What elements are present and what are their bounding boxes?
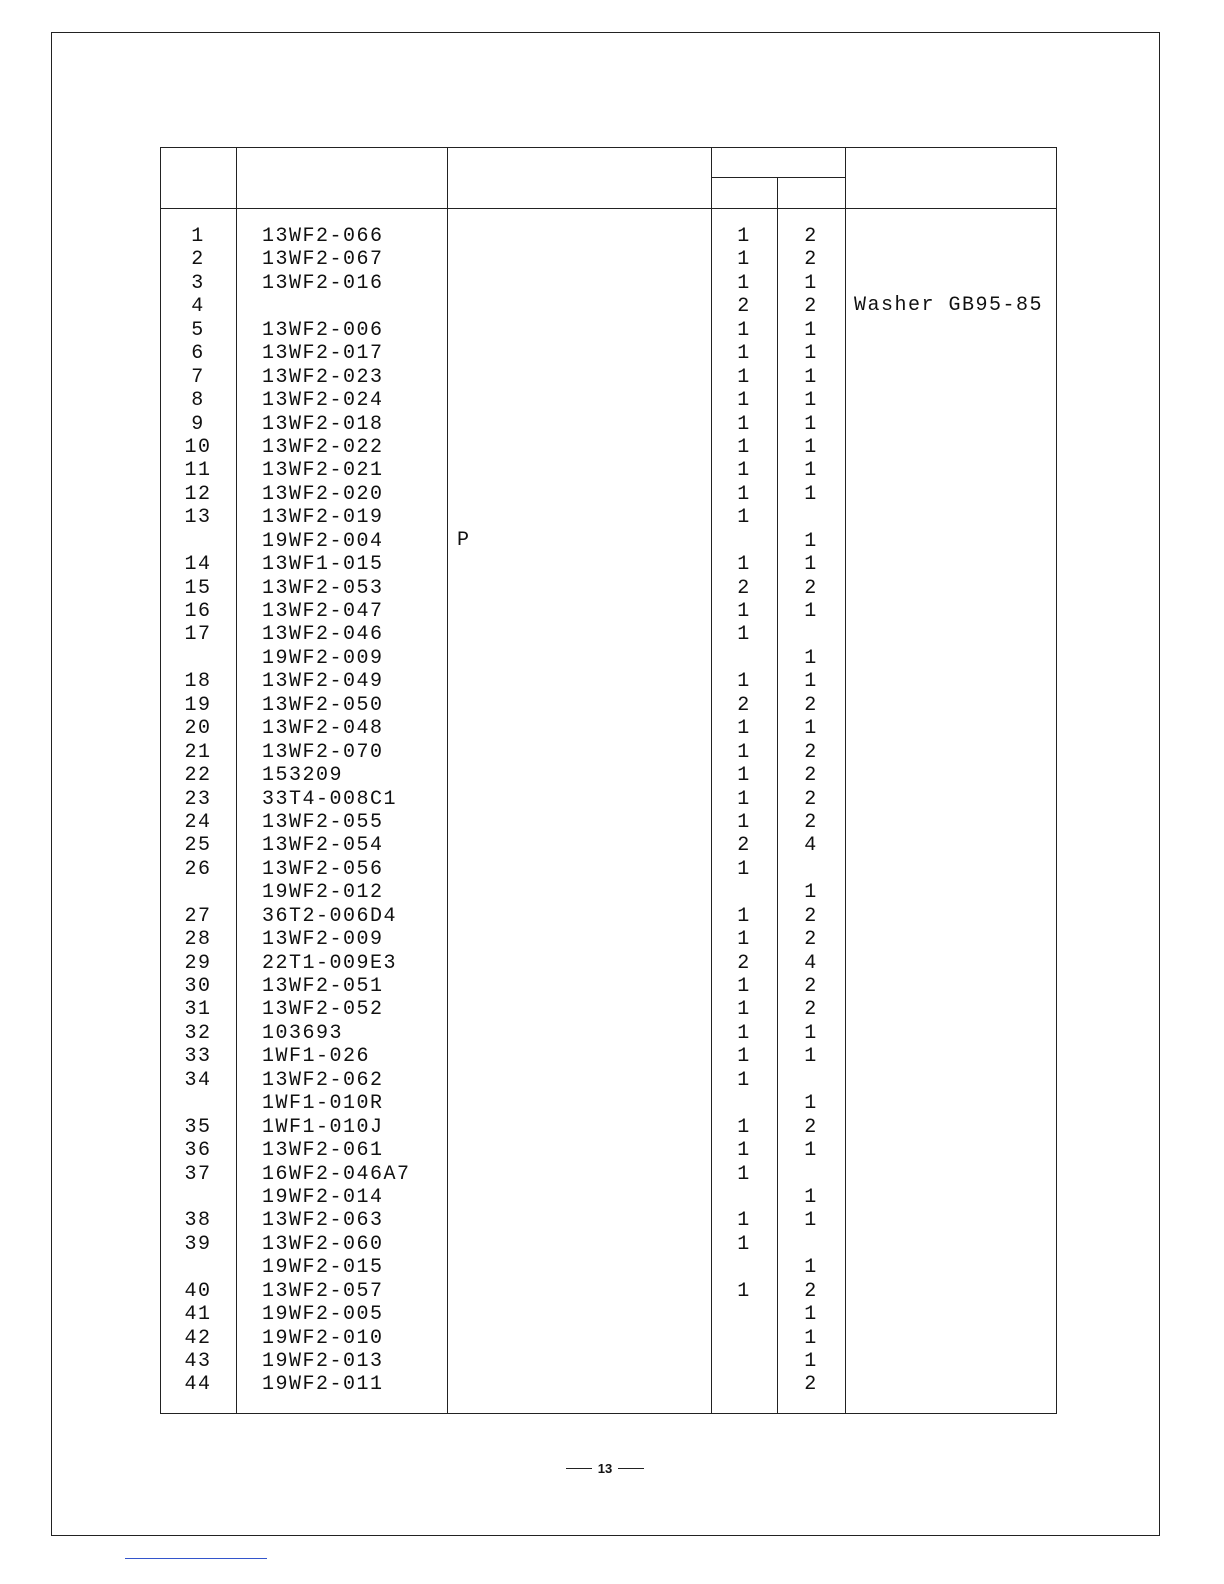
table-cell-part: 13WF2-024 [262,389,384,413]
table-cell-q1: 1 [737,506,751,530]
table-cell-no: 19 [184,693,212,717]
table-cell-part: 13WF2-049 [262,670,384,694]
table-cell-q2: 1 [804,600,818,623]
table-cell-no [168,1186,228,1209]
table-cell-part: 13WF2-017 [262,342,384,366]
table-cell-q2: 2 [804,810,818,834]
table-cell-q1: 1 [737,740,751,764]
table-cell-q1: 2 [737,576,751,600]
table-cell-no: 28 [184,928,212,952]
table-cell-part: 13WF2-061 [262,1139,384,1163]
table-cell-q1: 1 [737,764,751,788]
table-cell-q1: 1 [737,928,751,952]
table-cell-part: 1WF1-026 [262,1045,371,1069]
column-quantity-2 [779,225,843,1397]
table-cell-part: 19WF2-012 [262,881,384,905]
table-cell-q2: 2 [804,295,818,319]
footer-dash-left [566,1468,592,1469]
table-cell-no: 30 [184,975,212,998]
table-cell-q2 [779,1163,843,1186]
table-cell-part: 13WF2-006 [262,318,384,342]
column-quantity-1 [712,225,776,1397]
table-cell-q1: 1 [737,1021,751,1045]
table-cell-q1: 1 [737,248,751,272]
table-cell-q2: 1 [804,529,818,553]
table-cell-no: 43 [184,1350,212,1373]
table-cell-part: 19WF2-005 [262,1303,384,1327]
table-cell-q2: 2 [804,693,818,717]
table-cell-q2: 1 [804,1045,818,1069]
table-cell-q2: 1 [804,670,818,694]
table-cell-no: 12 [184,482,212,506]
table-cell-no: 33 [184,1045,212,1069]
table-cell-part: 13WF2-060 [262,1232,384,1256]
table-cell-q2: 1 [804,881,818,905]
table-cell-no [168,1092,228,1115]
table-cell-part: 19WF2-013 [262,1350,384,1373]
column-part-numbers [262,225,442,1397]
table-cell-q1: 1 [737,342,751,366]
table-cell-no: 24 [184,810,212,834]
page-number: 13 [597,1461,613,1476]
table-cell-part: 1WF1-010J [262,1115,384,1139]
table-cell-q1: 1 [737,623,751,647]
column-divider [447,147,448,1414]
table-cell-part: 13WF2-009 [262,928,384,952]
table-cell-q2: 2 [804,928,818,952]
table-cell-q1: 1 [737,1209,751,1233]
table-cell-q2: 1 [804,553,818,577]
table-cell-no: 25 [184,834,212,858]
table-cell-part: 19WF2-004 [262,529,384,553]
table-cell-no: 41 [184,1303,212,1327]
table-cell-part: 13WF2-047 [262,600,384,623]
table-cell-part: 19WF2-009 [262,646,384,670]
table-cell-q2 [779,1233,843,1256]
table-cell-q2: 2 [804,740,818,764]
table-cell-no: 42 [184,1326,212,1350]
table-cell-no: 35 [184,1115,212,1139]
table-cell-q1 [712,1303,776,1326]
table-cell-no: 7 [191,365,205,389]
table-cell-no: 21 [184,740,212,764]
table-cell-no: 37 [184,1162,212,1186]
table-cell-q2: 1 [804,435,818,459]
table-cell-q1: 2 [737,951,751,975]
table-cell-q1 [712,1186,776,1209]
table-cell-q1: 1 [737,717,751,741]
table-cell-no [168,1256,228,1279]
table-cell-q1: 1 [737,482,751,506]
table-cell-no: 14 [184,553,212,577]
table-cell-q2 [779,858,843,881]
table-cell-q1 [712,647,776,670]
table-cell-q2: 2 [804,576,818,600]
table-cell-no: 13 [184,506,212,530]
table-cell-q1: 1 [737,1068,751,1092]
table-cell-part: 13WF2-056 [262,857,384,881]
table-cell-q1: 1 [737,553,751,577]
table-cell-part: 13WF2-021 [262,459,384,483]
table-cell-part: 13WF2-046 [262,623,384,647]
table-cell-q2: 1 [804,1303,818,1327]
footnote-rule [125,1558,267,1559]
table-cell-no: 20 [184,717,212,741]
table-cell-no: 16 [184,600,212,623]
table-cell-no: 39 [184,1232,212,1256]
table-cell-part: 13WF2-051 [262,975,384,998]
table-cell-q2: 2 [804,1373,818,1397]
table-cell-q1: 2 [737,693,751,717]
table-cell-q2: 4 [804,834,818,858]
table-cell-q1: 1 [737,1139,751,1163]
table-cell-no: 31 [184,998,212,1022]
remark-washer: Washer GB95-85 [854,294,1044,317]
table-cell-no: 29 [184,951,212,975]
table-cell-part: 13WF2-054 [262,834,384,858]
quantity-header-divider [711,177,846,178]
table-cell-part: 13WF2-066 [262,225,384,248]
table-cell-q2: 1 [804,1209,818,1233]
table-cell-part: 19WF2-011 [262,1373,384,1397]
column-divider [236,147,237,1414]
table-cell-no: 36 [184,1139,212,1163]
table-cell-q2 [779,623,843,646]
table-cell-part: 103693 [262,1021,344,1045]
table-cell-q2: 1 [804,459,818,483]
table-cell-part: 13WF2-050 [262,693,384,717]
table-cell-part: 13WF2-022 [262,435,384,459]
table-cell-part: 13WF2-048 [262,717,384,741]
table-cell-part: 22T1-009E3 [262,951,398,975]
table-cell-q1: 1 [737,600,751,623]
table-cell-part: 13WF2-053 [262,576,384,600]
table-cell-no [168,530,228,553]
table-cell-part: 13WF2-018 [262,412,384,436]
table-cell-no: 9 [191,412,205,436]
table-cell-part: 13WF2-023 [262,365,384,389]
table-cell-q1: 1 [737,389,751,413]
table-cell-part: 13WF2-062 [262,1068,384,1092]
table-cell-part: 13WF2-052 [262,998,384,1022]
table-cell-q1: 1 [737,1162,751,1186]
table-cell-part: 13WF2-067 [262,248,384,272]
table-cell-no: 10 [184,435,212,459]
footer-dash-right [618,1468,644,1469]
table-cell-part [262,295,442,318]
table-cell-q2: 1 [804,271,818,295]
table-cell-no: 3 [191,271,205,295]
table-cell-q2: 1 [804,646,818,670]
table-cell-part: 13WF1-015 [262,553,384,577]
table-cell-q2 [779,506,843,529]
table-cell-no: 4 [191,295,205,319]
table-cell-q2: 1 [804,482,818,506]
table-cell-no [168,647,228,670]
table-cell-q2: 2 [804,904,818,928]
table-cell-no: 34 [184,1068,212,1092]
table-cell-q2: 2 [804,787,818,811]
table-cell-q1: 1 [737,225,751,248]
table-cell-q1 [712,1327,776,1350]
table-cell-q1: 1 [737,975,751,998]
table-cell-q1: 1 [737,1115,751,1139]
table-cell-part: 19WF2-014 [262,1185,384,1209]
table-cell-no: 17 [184,623,212,647]
table-cell-q1: 1 [737,1279,751,1303]
table-cell-q1: 1 [737,271,751,295]
table-cell-q1: 1 [737,857,751,881]
table-cell-q1: 1 [737,1232,751,1256]
table-cell-q1 [712,1350,776,1373]
table-cell-q2: 1 [804,1021,818,1045]
table-cell-q1: 2 [737,295,751,319]
table-cell-q2: 1 [804,1350,818,1373]
table-cell-q2: 1 [804,318,818,342]
table-cell-q2: 1 [804,1092,818,1116]
table-cell-q2 [779,1069,843,1092]
table-cell-q1: 1 [737,670,751,694]
table-cell-q2: 2 [804,248,818,272]
table-cell-part: 13WF2-055 [262,810,384,834]
table-cell-part: 13WF2-057 [262,1279,384,1303]
table-cell-no: 32 [184,1021,212,1045]
table-cell-q2: 2 [804,1279,818,1303]
table-cell-q2: 1 [804,1185,818,1209]
table-cell-q2: 1 [804,717,818,741]
table-cell-q1: 1 [737,459,751,483]
table-cell-no: 38 [184,1209,212,1233]
table-cell-part: 16WF2-046A7 [262,1162,411,1186]
page-number-footer [565,1461,645,1476]
header-bottom-rule [160,208,1057,209]
table-cell-no: 8 [191,389,205,413]
table-cell-q1: 1 [737,787,751,811]
table-cell-no: 26 [184,857,212,881]
table-cell-q2: 1 [804,389,818,413]
table-cell-q2: 1 [804,1256,818,1280]
table-cell-q2: 1 [804,1139,818,1163]
table-cell-no: 23 [184,787,212,811]
table-cell-q1: 1 [737,412,751,436]
table-cell-no: 27 [184,904,212,928]
column-item-numbers [168,225,228,1397]
table-cell-q2: 2 [804,998,818,1022]
table-cell-no: 40 [184,1279,212,1303]
table-cell-no: 18 [184,670,212,694]
table-cell-q1 [712,1092,776,1115]
table-cell-no: 15 [184,576,212,600]
table-cell-q2: 2 [804,225,818,248]
table-cell-no [168,881,228,904]
table-cell-q1 [712,1373,776,1396]
table-cell-q1: 1 [737,435,751,459]
table-cell-part: 33T4-008C1 [262,787,398,811]
quantity-subcolumn-divider [777,177,778,1414]
table-cell-part: 153209 [262,764,344,788]
table-cell-q2: 1 [804,412,818,436]
table-cell-no: 44 [184,1373,212,1397]
table-cell-part: 19WF2-015 [262,1256,384,1280]
table-cell-no: 11 [184,459,212,483]
table-cell-part: 13WF2-020 [262,482,384,506]
table-cell-q1: 1 [737,318,751,342]
table-cell-q1: 1 [737,904,751,928]
table-cell-part: 36T2-006D4 [262,904,398,928]
column-divider [845,147,846,1414]
table-cell-no: 1 [191,225,205,248]
table-cell-q2: 2 [804,1115,818,1139]
table-cell-part: 1WF1-010R [262,1092,384,1116]
table-cell-q1: 1 [737,810,751,834]
table-cell-no: 6 [191,342,205,366]
table-cell-no: 22 [184,764,212,788]
table-cell-q2: 2 [804,764,818,788]
table-cell-q2: 1 [804,342,818,366]
table-cell-q1 [712,530,776,553]
table-cell-q2: 4 [804,951,818,975]
table-cell-q1 [712,1256,776,1279]
table-cell-q2: 2 [804,975,818,998]
table-cell-part: 13WF2-016 [262,271,384,295]
table-cell-q1: 1 [737,1045,751,1069]
table-cell-part: 13WF2-070 [262,740,384,764]
table-cell-q1: 1 [737,998,751,1022]
table-cell-q2: 1 [804,365,818,389]
description-mark: P [457,529,471,552]
table-cell-part: 13WF2-063 [262,1209,384,1233]
table-cell-q1: 2 [737,834,751,858]
table-cell-part: 13WF2-019 [262,506,384,530]
table-cell-part: 19WF2-010 [262,1326,384,1350]
table-cell-q1 [712,881,776,904]
table-cell-no: 2 [191,248,205,272]
table-cell-q2: 1 [804,1326,818,1350]
table-cell-q1: 1 [737,365,751,389]
table-cell-no: 5 [191,318,205,342]
